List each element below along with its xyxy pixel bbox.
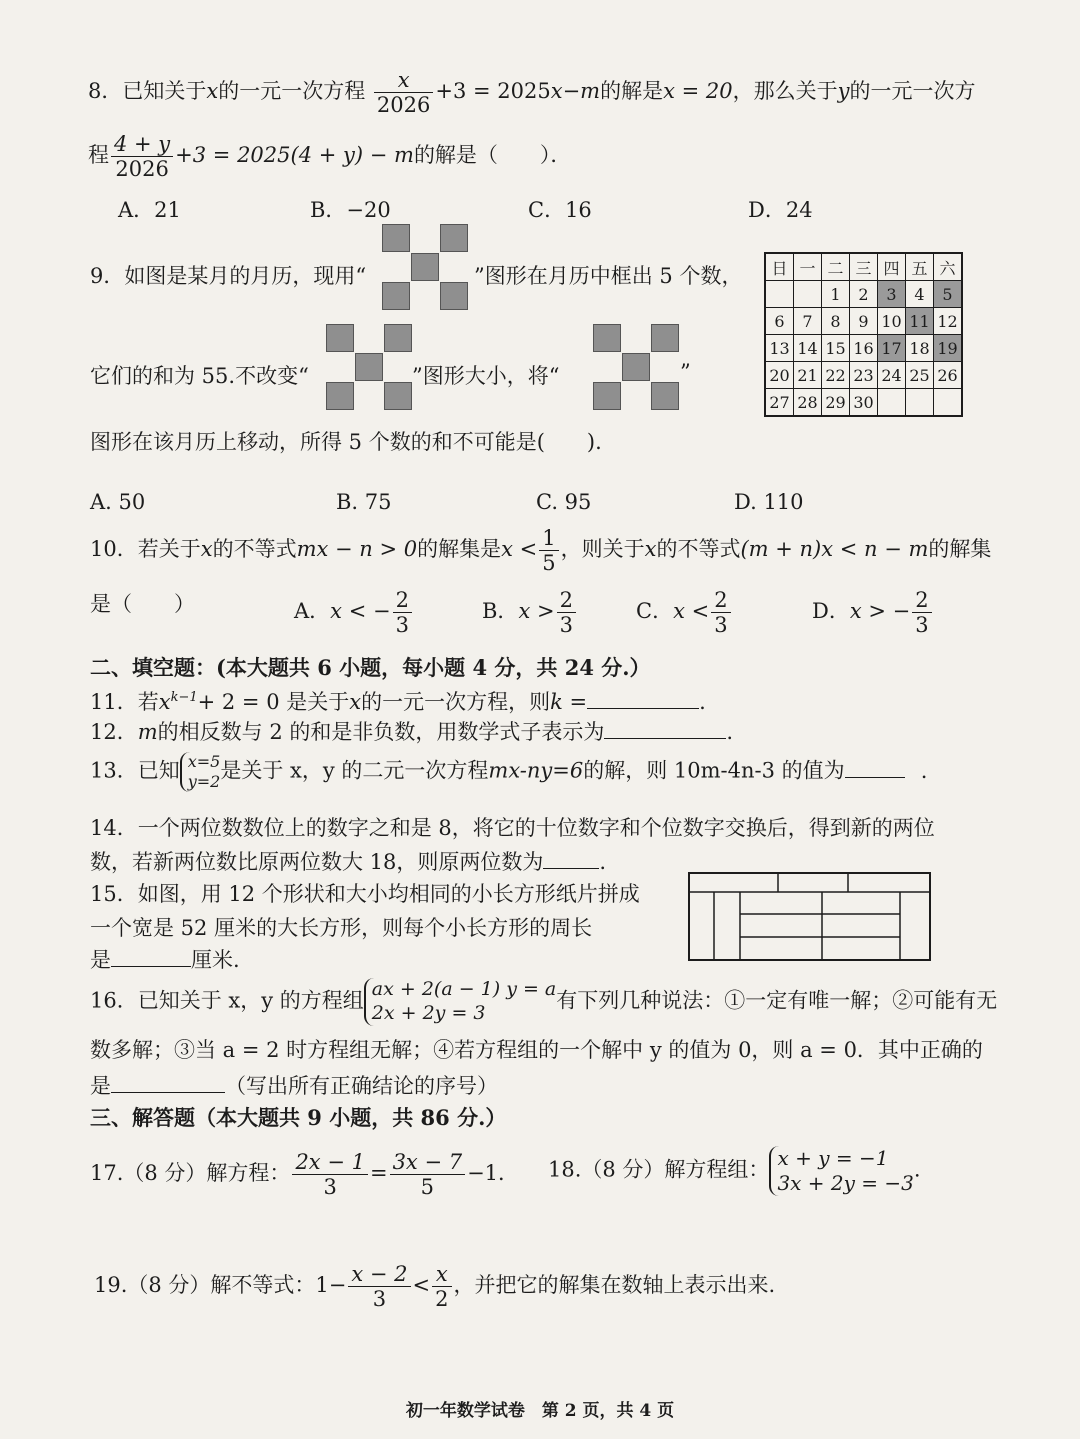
section-3-heading: 三、解答题（本大题共 9 小题，共 86 分.）	[90, 1105, 507, 1130]
q9-option-d: D. 110	[734, 490, 804, 514]
q11: 11．若$x^{k-1}+ 2 = 0$ 是关于x的一元一次方程，则k = .	[90, 690, 706, 714]
cal-header: 三	[850, 253, 878, 281]
q9-text-f: 图形在该月历上移动，所得 5 个数的和不可能是( ).	[90, 430, 602, 454]
q10-option-a: A．x < − $\frac{2}{3}$	[294, 588, 414, 637]
cal-cell: 8	[822, 308, 850, 335]
rectangle-tiling-figure	[688, 872, 932, 962]
cal-cell: 9	[850, 308, 878, 335]
q16-line1: 16．已知关于 x，y 的方程组 ax + 2(a − 1) y = a 2x + 2y = 3有下列几种说法：①一定有唯一解；②可能有无	[90, 978, 998, 1024]
cal-header: 日	[765, 253, 794, 281]
q15-line3: 是 厘米.	[90, 948, 240, 972]
cal-cell: 21	[794, 362, 822, 389]
cal-cell-highlighted: 11	[906, 308, 934, 335]
cal-cell: 1	[822, 281, 850, 308]
cal-cell: 18	[906, 335, 934, 362]
cal-cell-highlighted: 17	[878, 335, 906, 362]
q8-option-b: B．−20	[310, 198, 391, 222]
section-2-heading: 二、填空题：(本大题共 6 小题，每小题 4 分，共 24 分.）	[90, 655, 651, 680]
q10-option-c: C．x < $\frac{2}{3}$	[636, 588, 733, 637]
x-shape-figure-2	[326, 324, 416, 414]
q17: 17.（8 分）解方程： $\frac{2x - 1}{3}$ = $\frac{3x - 7}{5}$ −1．	[90, 1150, 520, 1200]
cal-cell	[906, 389, 934, 417]
x-shape-figure-1	[382, 224, 472, 314]
q10-fraction: $\frac{1}{5}$	[539, 526, 558, 575]
cal-cell: 23	[850, 362, 878, 389]
q16-line2: 数多解；③当 a = 2 时方程组无解；④若方程组的一个解中 y 的值为 0，则 a = 0．其中正确的	[90, 1038, 983, 1062]
q9-option-c: C. 95	[536, 490, 592, 514]
q8-fraction: $\frac{x}{2026}$	[374, 68, 433, 117]
cal-cell: 14	[794, 335, 822, 362]
q12: 12．m的相反数与 2 的和是非负数，用数学式子表示为 .	[90, 720, 734, 744]
q18: 18.（8 分）解方程组： x + y = −1 3x + 2y = −3.	[548, 1146, 921, 1195]
q14-line1: 14．一个两位数数位上的数字之和是 8，将它的十位数字和个位数字交换后，得到新的两位	[90, 816, 935, 840]
cal-cell: 27	[765, 389, 794, 417]
q8-option-c: C．16	[528, 198, 592, 222]
page-footer: 初一年数学试卷 第 2 页，共 4 页	[405, 1401, 675, 1421]
q8-line1: 8．已知关于x的一元一次方程 $\frac{x}{2026}$ +3 = 2025x−m的解是x = 20，那么关于y的一元一次方	[88, 68, 976, 118]
cal-cell	[878, 389, 906, 417]
q9-option-b: B. 75	[336, 490, 392, 514]
cal-cell: 28	[794, 389, 822, 417]
q15-line1: 15．如图，用 12 个形状和大小均相同的小长方形纸片拼成	[90, 882, 640, 906]
q9-text-d: ”图形大小，将“	[412, 364, 560, 388]
cal-header: 二	[822, 253, 850, 281]
cal-cell-highlighted: 19	[934, 335, 963, 362]
q10-line1: 10．若关于x的不等式mx − n > 0的解集是x < $\frac{1}{5}$ ，则关于x的不等式(m + n)x < n − m的解集	[90, 526, 992, 576]
cal-cell: 15	[822, 335, 850, 362]
q10-option-d: D．x > − $\frac{2}{3}$	[812, 588, 934, 637]
q13: 13．已知 x=5 y=2是关于 x，y 的二元一次方程mx-ny=6的解，则 10m-4n-3 的值为 .	[90, 752, 928, 791]
cal-cell: 10	[878, 308, 906, 335]
cal-header: 五	[906, 253, 934, 281]
cal-cell	[765, 281, 794, 308]
q15-line2: 一个宽是 52 厘米的大长方形，则每个小长方形的周长	[90, 916, 593, 940]
q16-line3: 是 （写出所有正确结论的序号）	[90, 1074, 498, 1098]
cal-cell: 13	[765, 335, 794, 362]
cal-cell: 16	[850, 335, 878, 362]
month-calendar	[764, 252, 963, 417]
cal-cell: 2	[850, 281, 878, 308]
q9-text-b: ”图形在月历中框出 5 个数，	[474, 264, 743, 288]
q10-option-b: B．x > $\frac{2}{3}$	[482, 588, 578, 637]
q14-line2: 数，若新两位数比原两位数大 18，则原两位数为 .	[90, 850, 607, 874]
q8-option-a: A．21	[118, 198, 181, 222]
cal-cell: 24	[878, 362, 906, 389]
cal-cell-highlighted: 5	[934, 281, 963, 308]
cal-header: 四	[878, 253, 906, 281]
cal-cell: 12	[934, 308, 963, 335]
cal-cell: 29	[822, 389, 850, 417]
cal-cell: 4	[906, 281, 934, 308]
q9-text-c: 它们的和为 55.不改变“	[90, 364, 309, 388]
cal-header: 六	[934, 253, 963, 281]
q8-option-d: D．24	[748, 198, 813, 222]
q10-line2: 是（ ）	[90, 592, 195, 616]
cal-header: 一	[794, 253, 822, 281]
cal-cell: 20	[765, 362, 794, 389]
cal-cell: 25	[906, 362, 934, 389]
q19: 19.（8 分）解不等式：1− $\frac{x - 2}{3}$ < $\frac{x}{2}$ ，并把它的解集在数轴上表示出来.	[94, 1262, 776, 1312]
cal-cell: 26	[934, 362, 963, 389]
cal-cell: 7	[794, 308, 822, 335]
cal-cell	[934, 389, 963, 417]
cal-cell: 22	[822, 362, 850, 389]
q9-text-e: ”	[680, 360, 691, 384]
x-shape-figure-3	[593, 324, 683, 414]
q8-line2: 程 $\frac{4 + y}{2026}$ +3 = 2025(4 + y) − m的解是（ ）．	[88, 132, 572, 182]
cal-cell	[794, 281, 822, 308]
q8-fraction2: $\frac{4 + y}{2026}$	[111, 132, 173, 181]
q9-text-a: 9．如图是某月的月历，现用“	[90, 264, 367, 288]
cal-cell-highlighted: 3	[878, 281, 906, 308]
q9-option-a: A. 50	[90, 490, 146, 514]
cal-cell: 30	[850, 389, 878, 417]
cal-cell: 6	[765, 308, 794, 335]
